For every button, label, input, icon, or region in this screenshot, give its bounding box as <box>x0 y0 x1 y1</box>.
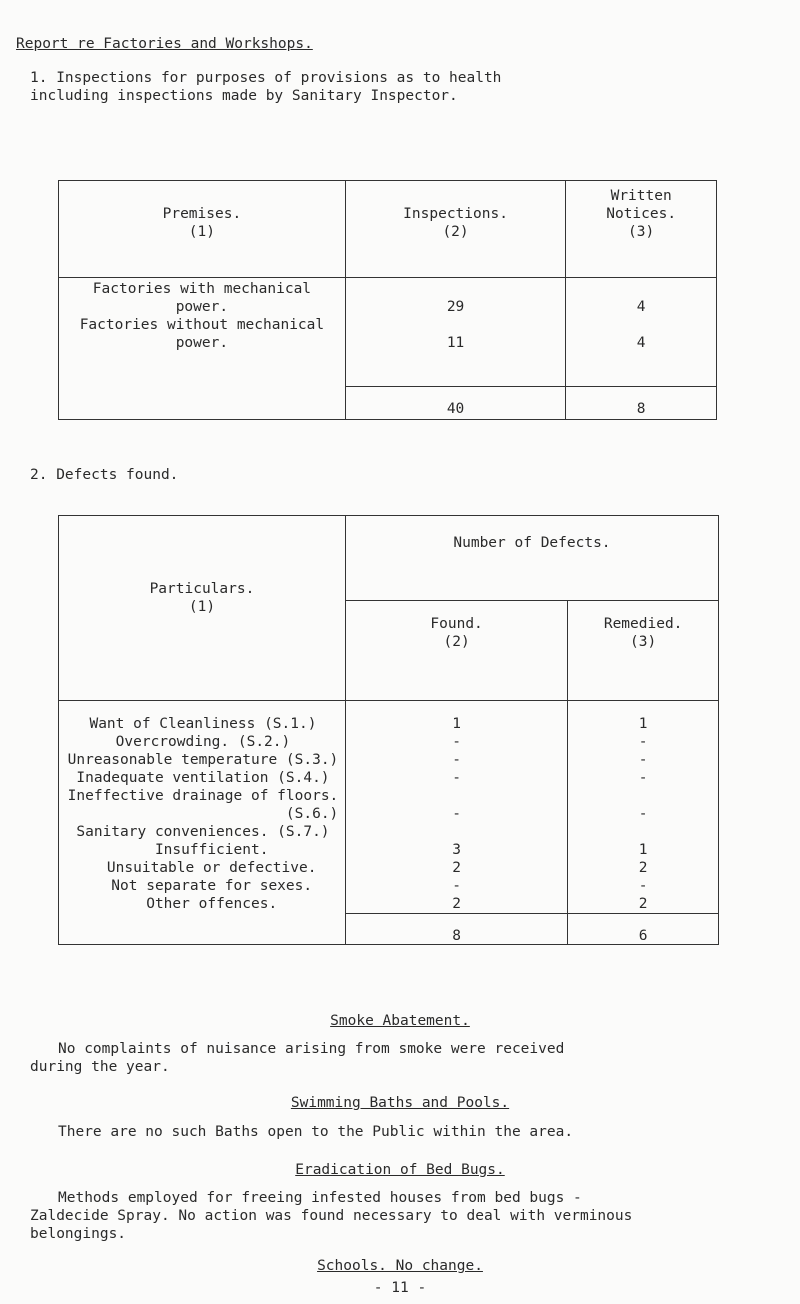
smoke-line1: No complaints of nuisance arising from smoke were received <box>58 1041 565 1057</box>
bugs-line2: Zaldecide Spray. No action was found necessary to deal with verminous <box>30 1208 633 1224</box>
list-item: Want of Cleanliness (S.1.) <box>89 716 317 732</box>
defects-table <box>58 515 719 945</box>
list-item: Overcrowding. (S.2.) <box>115 734 291 750</box>
section1-line2: including inspections made by Sanitary Inspector. <box>30 88 458 104</box>
table-row: Factories with mechanical power. <box>92 281 312 315</box>
section2-heading: 2. Defects found. <box>30 467 179 483</box>
page-number: - 11 - <box>373 1280 427 1296</box>
bugs-line3: belongings. <box>30 1226 127 1242</box>
header-inspections: Inspections. (2) <box>345 181 566 278</box>
total-inspections: 40 <box>345 387 566 420</box>
header-notices: Written Notices. (3) <box>566 181 717 278</box>
bugs-line1: Methods employed for freeing infested houses from bed bugs - <box>58 1190 582 1206</box>
found-cell: 1 - - - - 3 2 - 2 <box>345 701 567 914</box>
header-premises: Premises. (1) <box>59 181 346 278</box>
schools-line: Schools. No change. <box>317 1258 483 1274</box>
header-number-of-defects: Number of Defects. <box>345 516 718 601</box>
section1-line1: 1. Inspections for purposes of provisions as to health <box>30 70 502 86</box>
particulars-cell <box>59 701 346 945</box>
remedied-cell: 1 - - - - 1 2 - 2 <box>568 701 719 914</box>
page-title: Report re Factories and Workshops. <box>16 36 313 52</box>
header-remedied: Remedied. (3) <box>568 601 719 701</box>
swimming-line: There are no such Baths open to the Public within the area. <box>58 1124 574 1140</box>
table-row: Factories without mechanical power. <box>79 317 325 351</box>
list-item: (S.6.) <box>67 806 339 822</box>
header-particulars: Particulars. (1) <box>59 516 346 701</box>
swimming-heading: Swimming Baths and Pools. <box>290 1095 510 1111</box>
list-item: Inadequate ventilation (S.4.) <box>76 770 330 786</box>
list-item: Sanitary conveniences. (S.7.) <box>76 824 330 840</box>
smoke-heading: Smoke Abatement. <box>330 1013 470 1029</box>
list-item: Unreasonable temperature (S.3.) <box>67 752 339 768</box>
total-remedied: 6 <box>568 914 719 945</box>
list-item: Not separate for sexes. <box>93 878 313 894</box>
bugs-heading: Eradication of Bed Bugs. <box>295 1162 505 1178</box>
list-item: Unsuitable or defective. <box>89 860 317 876</box>
premises-cell <box>59 278 346 420</box>
smoke-line2: during the year. <box>30 1059 170 1075</box>
list-item: Insufficient. <box>137 842 269 858</box>
notices-cell: 4 4 <box>566 278 717 387</box>
total-notices: 8 <box>566 387 717 420</box>
total-found: 8 <box>345 914 567 945</box>
inspections-table <box>58 180 717 420</box>
list-item: Other offences. <box>128 896 278 912</box>
inspections-cell: 29 11 <box>345 278 566 387</box>
list-item: Ineffective drainage of floors. <box>67 788 339 804</box>
header-found: Found. (2) <box>345 601 567 701</box>
